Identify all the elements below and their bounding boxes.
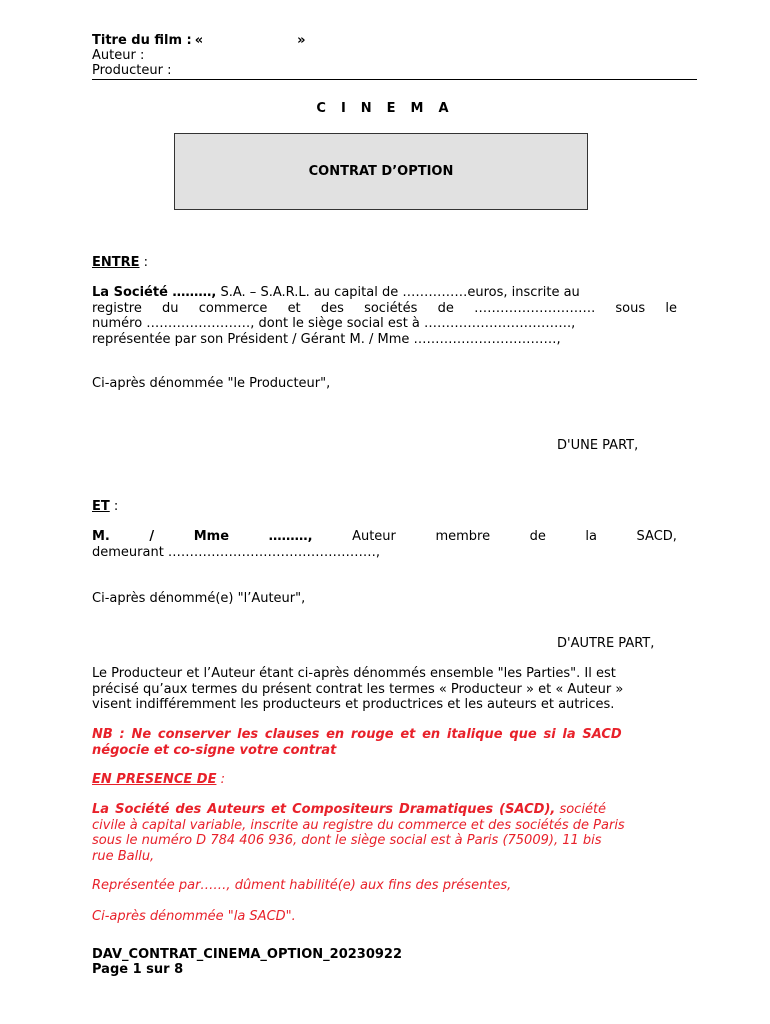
et-heading — [92, 499, 677, 515]
word: le — [665, 300, 677, 316]
author-line-1 — [92, 529, 677, 545]
page-footer — [92, 947, 402, 977]
producer-company-capital: S.A. – S.A.R.L. au capital de ……………euros, inscrite au — [216, 285, 580, 300]
producer-company-line-1 — [92, 285, 677, 301]
parties-paragraph — [92, 666, 677, 713]
entre-colon: : — [139, 255, 149, 270]
sacd-alias: Ci-après dénommée "la SACD". — [92, 909, 296, 924]
document-header — [92, 33, 697, 80]
sacd-line-1-rest: société — [555, 802, 607, 817]
dautre-part: D'AUTRE PART, — [557, 636, 655, 651]
et-label: ET — [92, 499, 110, 514]
parties-line-3: visent indifféremment les producteurs et productrices et les auteurs et autrices. — [92, 697, 615, 712]
word: la — [585, 529, 597, 544]
sacd-line-3: sous le numéro D 784 406 936, dont le siège social est à Paris (75009), 11 bis — [92, 833, 602, 848]
et-colon: : — [109, 499, 119, 514]
parties-line-2: précisé qu’aux termes du présent contrat les termes « Producteur » et « Auteur » — [92, 681, 624, 697]
word: Mme — [193, 529, 230, 544]
contract-title-box — [174, 133, 588, 210]
parties-line-1: Le Producteur et l’Auteur étant ci-après dénommés ensemble "les Parties". Il est — [92, 666, 616, 681]
producer-company-paragraph — [92, 285, 677, 347]
word: registre — [92, 300, 142, 316]
word: ………, — [268, 529, 313, 544]
producer-company-line-2 — [92, 301, 677, 317]
presence-colon: : — [216, 772, 225, 787]
producer-label: Producteur : — [92, 63, 172, 78]
presence-heading — [92, 772, 677, 788]
nb-notice — [92, 727, 677, 758]
word: / — [149, 529, 155, 544]
dune-part: D'UNE PART, — [557, 438, 639, 453]
entre-heading — [92, 255, 677, 271]
word: de — [529, 529, 546, 544]
sacd-represented: Représentée par……, dûment habilité(e) aux fins des présentes, — [92, 878, 512, 893]
word: Auteur — [352, 529, 396, 544]
cinema-heading: CINEMA — [316, 101, 464, 116]
word: M. — [92, 529, 110, 544]
entre-label: ENTRE — [92, 255, 140, 270]
word: membre — [435, 529, 491, 544]
nb-line-1: NB : Ne conserver les clauses en rouge et en italique que si la SACD — [92, 727, 622, 742]
author-label: Auteur : — [92, 48, 145, 63]
sacd-paragraph — [92, 802, 677, 864]
presence-label: EN PRESENCE DE — [92, 772, 217, 787]
producer-company-line-3: numéro ……………………, dont le siège social est à ……………………………., — [92, 316, 576, 331]
nb-line-2: négocie et co-signe votre contrat — [92, 742, 337, 758]
producer-alias: Ci-après dénommée "le Producteur", — [92, 376, 331, 391]
sacd-line-1 — [92, 802, 677, 818]
document-id: DAV_CONTRAT_CINEMA_OPTION_20230922 — [92, 947, 403, 962]
contract-title: CONTRAT D’OPTION — [308, 164, 454, 179]
word: de — [437, 300, 454, 316]
word: du — [162, 300, 179, 316]
sacd-line-2: civile à capital variable, inscrite au registre du commerce et des sociétés de Paris — [92, 817, 625, 833]
sacd-name: La Société des Auteurs et Compositeurs Dramatiques (SACD), — [92, 802, 556, 817]
sacd-line-4: rue Ballu, — [92, 848, 155, 864]
word: SACD, — [636, 529, 677, 544]
film-title-label: Titre du film : — [92, 33, 192, 48]
word: sociétés — [364, 300, 418, 316]
word: ………………………. — [474, 300, 596, 316]
author-paragraph — [92, 529, 677, 560]
film-title-line — [92, 33, 697, 48]
word: des — [320, 300, 344, 316]
film-title-quote-close: » — [297, 33, 306, 48]
producer-company-line-4: représentée par son Président / Gérant M. / Mme ……………………………, — [92, 331, 561, 347]
word: commerce — [198, 300, 268, 316]
film-title-quote-open: « — [194, 33, 204, 48]
author-address-line: demeurant …………………………………………, — [92, 544, 381, 560]
author-alias: Ci-après dénommé(e) "l’Auteur", — [92, 591, 306, 606]
word: et — [287, 300, 301, 316]
word: sous — [615, 300, 646, 316]
producer-company-name: La Société ………, — [92, 285, 217, 300]
page-number: Page 1 sur 8 — [92, 962, 184, 977]
